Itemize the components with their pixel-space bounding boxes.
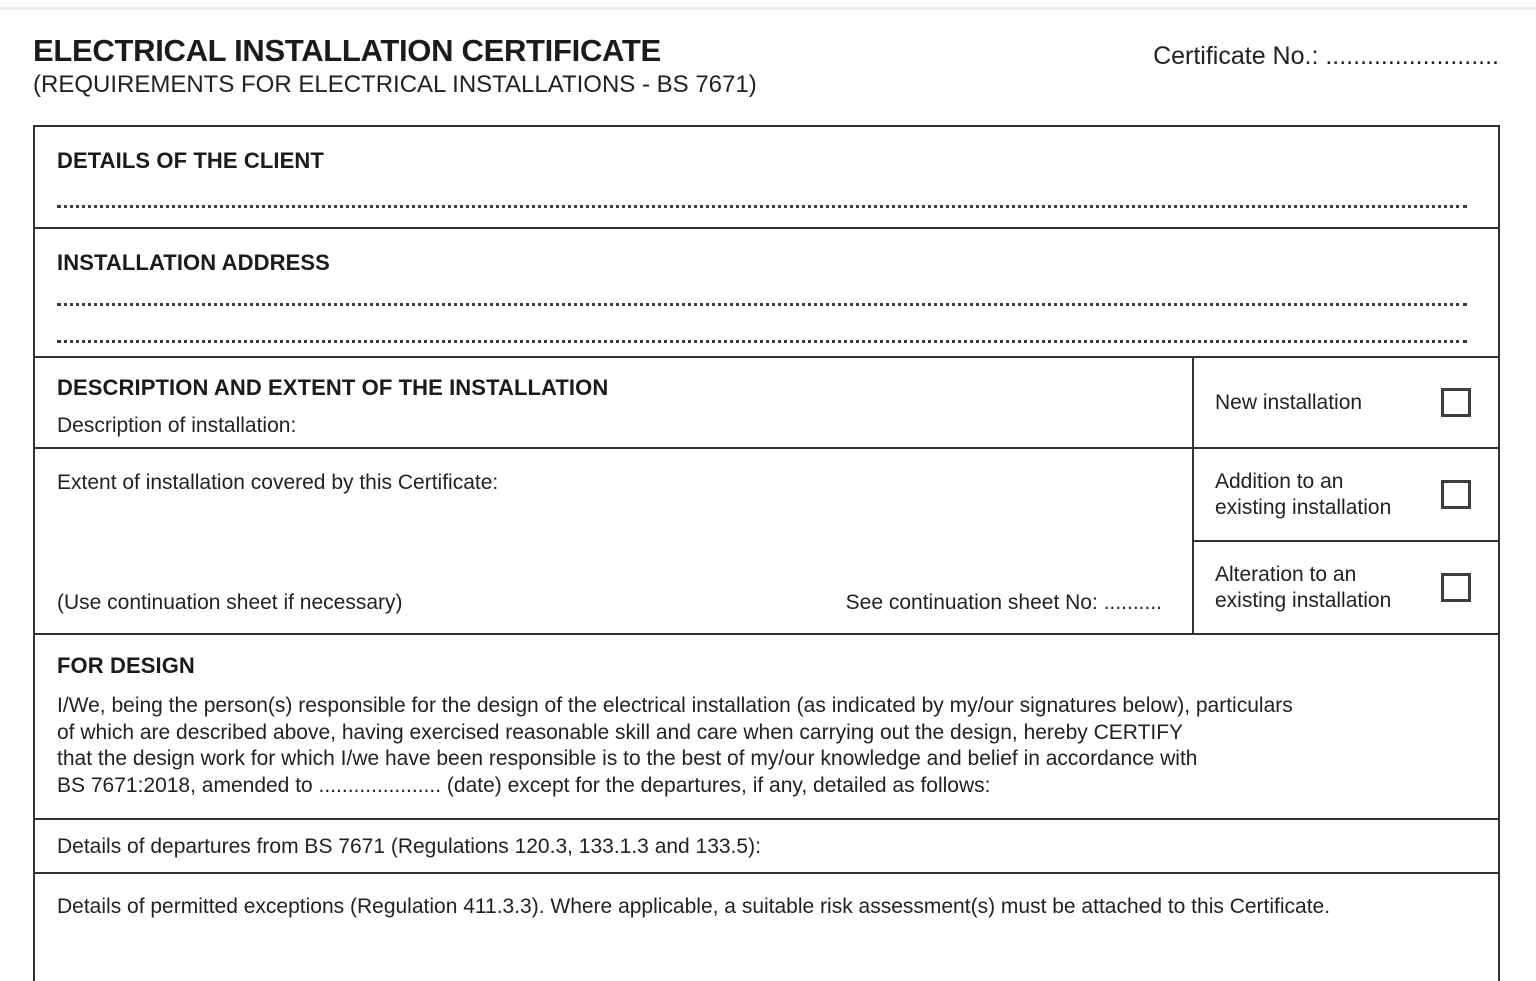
client-details-fill-line[interactable] (57, 205, 1467, 208)
see-continuation-sheet-field[interactable]: See continuation sheet No: .......... (845, 591, 1162, 614)
description-cell (35, 358, 1192, 447)
addition-installation-checkbox[interactable] (1441, 480, 1471, 509)
departures-label: Details of departures from BS 7671 (Regulations 120.3, 133.1.3 and 133.5): (57, 835, 761, 858)
for-design-section (35, 635, 1498, 820)
continuation-note-label: (Use continuation sheet if necessary) (57, 591, 403, 614)
exceptions-label: Details of permitted exceptions (Regulation 411.3.3). Where applicable, a suitable risk assessment(s) must be attached to this Certificate. (57, 895, 1331, 918)
for-design-declaration-line: BS 7671:2018, amended to ..................... (date) except for the departures, if any, detailed as follows: (57, 773, 991, 797)
certificate-number-field[interactable]: Certificate No.: ......................... (1153, 42, 1499, 70)
description-row (35, 358, 1498, 449)
page-subtitle: (REQUIREMENTS FOR ELECTRICAL INSTALLATIONS - BS 7671) (33, 71, 757, 98)
alteration-installation-checkbox[interactable] (1441, 573, 1471, 602)
client-details-section (35, 127, 1498, 229)
for-design-declaration-line: I/We, being the person(s) responsible for the design of the electrical installation (as indicated by my/our signatures below), particulars (57, 694, 1293, 717)
extent-cell (35, 449, 1192, 633)
exceptions-section (35, 874, 1498, 981)
installation-type-column (1192, 449, 1498, 633)
for-design-heading: FOR DESIGN (57, 653, 195, 678)
description-of-installation-label: Description of installation: (57, 414, 297, 437)
installation-address-fill-line-1[interactable] (57, 303, 1467, 306)
for-design-declaration-line: of which are described above, having exercised reasonable skill and care when carrying out the design, hereby CERTIFY (57, 720, 1184, 744)
for-design-declaration-line: that the design work for which I/we have been responsible is to the best of my/our knowledge and belief in accordance with (57, 747, 1198, 770)
installation-address-fill-line-2[interactable] (57, 340, 1467, 343)
new-installation-checkbox[interactable] (1441, 388, 1471, 417)
alteration-installation-cell (1194, 542, 1498, 633)
addition-installation-label: Addition to an existing installation (1215, 469, 1392, 519)
installation-address-heading: INSTALLATION ADDRESS (57, 250, 330, 275)
for-design-declaration (35, 679, 1498, 799)
new-installation-cell (1192, 358, 1498, 447)
certificate-form-table (33, 125, 1500, 981)
alteration-installation-label: Alteration to an existing installation (1215, 562, 1392, 612)
new-installation-label: New installation (1215, 390, 1363, 414)
extent-label: Extent of installation covered by this Certificate: (57, 471, 499, 494)
scan-artifact (0, 7, 1536, 10)
installation-address-section (35, 229, 1498, 358)
departures-section (35, 820, 1498, 874)
description-heading: DESCRIPTION AND EXTENT OF THE INSTALLATION (57, 375, 609, 400)
extent-footer (57, 591, 1162, 615)
page-title: ELECTRICAL INSTALLATION CERTIFICATE (33, 33, 661, 68)
addition-installation-cell (1194, 449, 1498, 542)
client-details-heading: DETAILS OF THE CLIENT (57, 148, 324, 173)
extent-row (35, 449, 1498, 635)
